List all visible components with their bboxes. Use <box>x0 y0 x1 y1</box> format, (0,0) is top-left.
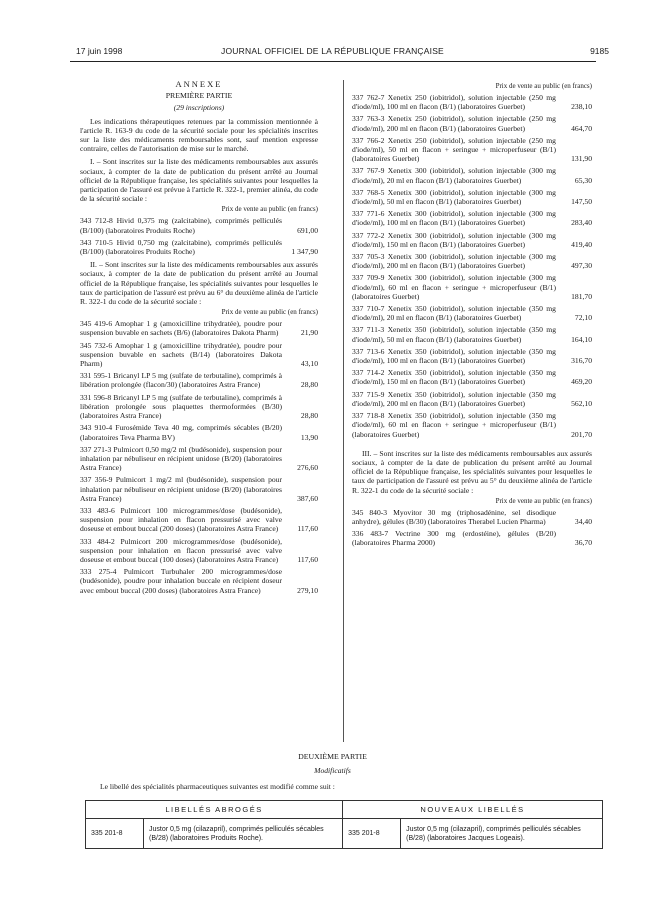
entry-price: 72,10 <box>574 313 592 323</box>
entry-code: 337 763-3 <box>352 114 385 124</box>
price-column-header-3: Prix de vente au public (en francs) <box>495 496 592 505</box>
entry-label: Pulmicort 200 microgrammes/dose (budésonide), suspension pour inhalation en flacon pressurisé avec valve doseuse et embout buccal (100 doses) (laboratoires Astra France) <box>80 536 282 564</box>
entry-price: 147,50 <box>571 197 592 207</box>
list-item <box>80 371 318 389</box>
entry-code: 345 732-6 <box>80 340 113 350</box>
entry-price: 469,20 <box>571 377 592 387</box>
entry-price: 43,10 <box>300 359 318 369</box>
entry-code: 333 483-6 <box>80 505 115 515</box>
list-item <box>352 114 592 132</box>
entry-code: 337 771-6 <box>352 209 385 219</box>
new-code: 335 201-8 <box>343 819 401 849</box>
entry-code: 337 710-7 <box>352 304 385 314</box>
entry-label: Amophar 1 g (amoxicilline trihydratée), poudre pour suspension buvable en sachets (B/6) (laboratoires Dakota Pharm) <box>80 319 282 338</box>
page-header <box>0 46 665 60</box>
entry-label: Xenetix 300 (iobitridol), solution injectable (300 mg d'iode/ml), 150 ml en flacon (B/1) (laboratoires Guerbet) <box>352 230 556 249</box>
list-item <box>352 273 592 301</box>
old-label: Justor 0,5 mg (cilazapril), comprimés pelliculés sécables (B/28) (laboratoires Produits Roche). <box>144 819 343 849</box>
entry-label: Xenetix 300 (iobitridol), solution injectable (300 mg d'iode/ml), 60 ml en flacon + seringue + microperfuseur (B/1) (laboratoires Guerbet) <box>352 273 556 301</box>
entry-price: 65,30 <box>574 175 592 185</box>
entry-code: 337 762-7 <box>352 93 385 102</box>
entry-code: 337 715-9 <box>352 389 385 399</box>
entry-code: 333 484-2 <box>80 536 115 546</box>
list-item <box>352 209 592 227</box>
entry-code: 337 766-2 <box>352 135 385 145</box>
list-item <box>352 529 592 547</box>
entry-code: 337 772-2 <box>352 230 385 240</box>
entry-code: 345 419-6 <box>80 319 113 329</box>
entry-price: 28,80 <box>300 380 318 390</box>
entry-label: Myovitor 30 mg (triphosadénine, sel disodique anhydre), gélules (B/30) (laboratoires Therabel Lucien Pharma) <box>352 507 556 526</box>
entry-label: Xenetix 350 (iobitridol), solution injectable (350 mg d'iode/ml), 50 ml en flacon (B/1) (laboratoires Guerbet) <box>352 325 556 344</box>
entry-price: 21,90 <box>300 328 318 338</box>
entry-code: 343 712-8 <box>80 216 113 226</box>
entry-label: Xenetix 300 (iobitridol), solution injectable (300 mg d'iode/ml), 200 ml en flacon (B/1) (laboratoires Guerbet) <box>352 252 556 271</box>
list-item <box>352 93 592 111</box>
old-code: 335 201-8 <box>86 819 144 849</box>
entry-price: 316,70 <box>571 356 592 366</box>
entry-code: 331 596-8 <box>80 392 112 402</box>
entry-code: 337 718-8 <box>352 411 385 421</box>
entry-price: 201,70 <box>571 429 592 439</box>
entry-label: Xenetix 300 (iobitridol), solution injectable (300 mg d'iode/ml), 20 ml en flacon (B/1) (laboratoires Guerbet) <box>352 166 556 185</box>
list-item <box>352 325 592 343</box>
entry-code: 337 356-9 <box>80 475 113 485</box>
list-item <box>352 231 592 249</box>
column-header-old: LIBELLÉS ABROGÉS <box>86 801 343 819</box>
list-item <box>80 393 318 421</box>
entry-label: Xenetix 350 (iobitridol), solution injectable (350 mg d'iode/ml), 60 ml en flacon + seringue + microperfuseur (B/1) (laboratoires Guerbet) <box>352 411 556 439</box>
list-item <box>352 508 592 526</box>
price-column-header: Prix de vente au public (en francs) <box>221 205 318 214</box>
list-item <box>80 423 318 441</box>
list-item <box>352 188 592 206</box>
list-item <box>352 166 592 184</box>
list-item <box>80 238 318 256</box>
entry-price: 117,60 <box>297 554 318 564</box>
entry-label: Vectrine 300 mg (erdostéine), gélules (B/20) (laboratoires Pharma 2000) <box>352 529 556 548</box>
entry-price: 464,70 <box>571 123 592 133</box>
list-item <box>80 216 318 234</box>
entry-price: 28,80 <box>300 411 318 421</box>
header-rule <box>70 61 596 62</box>
left-column <box>80 80 318 595</box>
column-divider <box>343 80 344 742</box>
section-3-list <box>352 508 592 548</box>
entry-code: 337 714-2 <box>352 368 385 378</box>
section-1-paragraph: I. – Sont inscrites sur la liste des médicaments remboursables aux assurés sociaux, à compter de la date de publication du présent arrêté au Journal officiel de la République française, les spécialités suivantes pour lesquelles la participation de l'assuré est prévue à l'article R. 322-1, premier alinéa, du code de la sécurité sociale : <box>80 157 318 204</box>
xenetix-list <box>352 93 592 439</box>
list-item <box>80 506 318 534</box>
right-column <box>352 80 592 548</box>
entry-code: 336 483-7 <box>352 529 389 539</box>
entry-label: Xenetix 300 (iobitridol), solution injectable (300 mg d'iode/ml), 100 ml en flacon (B/1) (laboratoires Guerbet) <box>352 209 556 228</box>
entry-price: 36,70 <box>574 538 592 548</box>
intro-paragraph: Les indications thérapeutiques retenues par la commission mentionnée à l'article R. 163-9 du code de la sécurité sociale pour les spécialités inscrites sur la liste des médicaments remboursables sont, sauf mention expresse contraire, celles de l'autorisation de mise sur le marché. <box>80 116 318 154</box>
entry-label: Pulmicort Turbuhaler 200 microgrammes/dose (budésonide), poudre pour inhalation buccale en récipient doseur avec embout buccal (200 doses) (laboratoires Astra France) <box>80 567 282 595</box>
list-item <box>352 304 592 322</box>
price-column-header-2: Prix de vente au public (en francs) <box>221 308 318 317</box>
inscriptions-count: (29 inscriptions) <box>173 103 225 113</box>
section-2-paragraph: II. – Sont inscrites sur la liste des médicaments remboursables aux assurés sociaux, à compter de la date de publication du présent arrêté au Journal officiel de la République française, les spécialités suivantes pour lesquelles le taux de participation de l'assuré est prévu au 6° du deuxième alinéa de l'article R. 322-1 du code de la sécurité sociale : <box>80 260 318 307</box>
entry-label: Xenetix 250 (iobitridol), solution injectable (250 mg d'iode/ml), 100 ml en flacon (B/1) (laboratoires Guerbet) <box>352 93 556 112</box>
modifications-table <box>85 800 603 849</box>
entry-label: Hivid 0,375 mg (zalcitabine), comprimés pelliculés (B/100) (laboratoires Produits Roche) <box>80 216 282 235</box>
entry-label: Pulmicort 1 mg/2 ml (budésonide), suspension pour inhalation par nébuliseur en récipient unidose (B/20) (laboratoires Astra France) <box>80 475 282 503</box>
entry-label: Xenetix 350 (iobitridol), solution injectable (350 mg d'iode/ml), 200 ml en flacon (B/1) (laboratoires Guerbet) <box>352 389 556 408</box>
entry-price: 1 347,90 <box>291 247 318 257</box>
entry-label: Xenetix 300 (iobitridol), solution injectable (300 mg d'iode/ml), 50 ml en flacon (B/1) (laboratoires Guerbet) <box>352 187 556 207</box>
section-2-list <box>80 319 318 594</box>
annexe-heading: ANNEXE <box>175 79 223 89</box>
entry-price: 279,10 <box>297 585 318 595</box>
entry-label: Xenetix 350 (iobitridol), solution injectable (350 mg d'iode/ml), 20 ml en flacon (B/1) (laboratoires Guerbet) <box>352 304 556 323</box>
entry-price: 131,90 <box>571 154 592 164</box>
entry-label: Furosémide Teva 40 mg, comprimés sécables (B/20) (laboratoires Teva Pharma BV) <box>80 423 282 442</box>
entry-code: 337 709-9 <box>352 273 385 283</box>
part2-intro: Le libellé des spécialités pharmaceutiques suivantes est modifié comme suit : <box>100 782 335 791</box>
entry-price: 238,10 <box>571 102 592 112</box>
entry-price: 181,70 <box>571 291 592 301</box>
entry-code: 345 840-3 <box>352 507 388 517</box>
entry-label: Xenetix 250 (iobitridol), solution injectable (250 mg d'iode/ml), 50 ml en flacon + seringue + microperfuseur (B/1) (laboratoires Guerbet) <box>352 135 556 164</box>
list-item <box>352 390 592 408</box>
section-1-list <box>80 216 318 256</box>
list-item <box>352 368 592 386</box>
section-3-paragraph: III. – Sont inscrites sur la liste des médicaments remboursables aux assurés sociaux, à compter de la date de publication du présent arrêté au Journal officiel de la République française, les spécialités suivantes pour lesquelles le taux de participation de l'assuré est prévu au 5° du deuxième alinéa de l'article R. 322-1 du code de la sécurité sociale : <box>352 448 592 495</box>
entry-label: Bricanyl LP 5 mg (sulfate de terbutaline), comprimés à libération prolongée sous plaquettes thermoformées (B/30) (laboratoires Astra France) <box>80 392 282 421</box>
entry-code: 337 711-3 <box>352 325 385 335</box>
list-item <box>80 475 318 503</box>
entry-code: 337 271-3 <box>80 444 112 454</box>
entry-price: 276,60 <box>297 463 318 473</box>
entry-price: 562,10 <box>571 398 592 408</box>
list-item <box>352 252 592 270</box>
entry-price: 117,60 <box>297 524 318 534</box>
column-header-new: NOUVEAUX LIBELLÉS <box>343 801 603 819</box>
entry-code: 337 713-6 <box>352 346 385 356</box>
part1-heading: PREMIÈRE PARTIE <box>165 91 233 101</box>
entry-label: Pulmicort 0,50 mg/2 ml (budésonide), suspension pour inhalation par nébuliseur en récipient unidose (B/20) (laboratoires Astra France) <box>80 444 282 473</box>
entry-price: 13,90 <box>300 432 318 442</box>
new-label: Justor 0,5 mg (cilazapril), comprimés pelliculés sécables (B/28) (laboratoires Jacques Logeais). <box>401 819 603 849</box>
list-item <box>80 537 318 565</box>
entry-price: 419,40 <box>571 239 592 249</box>
part2-heading: DEUXIÈME PARTIE <box>298 752 367 761</box>
entry-label: Xenetix 350 (iobitridol), solution injectable (350 mg d'iode/ml), 150 ml en flacon (B/1) (laboratoires Guerbet) <box>352 368 556 387</box>
list-item <box>352 136 592 164</box>
entry-code: 337 767-9 <box>352 166 385 176</box>
entry-code: 331 595-1 <box>80 371 112 381</box>
entry-code: 337 705-3 <box>352 252 385 262</box>
entry-code: 343 710-5 <box>80 237 113 247</box>
entry-price: 164,10 <box>571 334 592 344</box>
list-item <box>80 341 318 369</box>
entry-price: 283,40 <box>571 218 592 228</box>
entry-label: Bricanyl LP 5 mg (sulfate de terbutaline), comprimés à libération prolongée (flacon/30) (laboratoires Astra France) <box>80 371 282 390</box>
price-column-header-right: Prix de vente au public (en francs) <box>495 82 592 90</box>
header-title: JOURNAL OFFICIEL DE LA RÉPUBLIQUE FRANÇAISE <box>221 46 444 56</box>
list-item <box>352 411 592 439</box>
part2-subtitle: Modificatifs <box>314 766 351 775</box>
entry-code: 333 275-4 <box>80 567 117 577</box>
entry-code: 343 910-4 <box>80 423 113 433</box>
entry-price: 34,40 <box>574 516 592 526</box>
entry-code: 337 768-5 <box>352 187 385 197</box>
list-item <box>80 319 318 337</box>
entry-label: Xenetix 250 (iobitridol), solution injectable (250 mg d'iode/ml), 200 ml en flacon (B/1) (laboratoires Guerbet) <box>352 114 556 133</box>
header-page-number: 9185 <box>590 46 609 56</box>
table-row <box>86 819 603 849</box>
entry-label: Xenetix 350 (iobitridol), solution injectable (350 mg d'iode/ml), 100 ml en flacon (B/1) (laboratoires Guerbet) <box>352 346 556 366</box>
list-item <box>352 347 592 365</box>
entry-price: 387,60 <box>297 493 318 503</box>
list-item <box>80 445 318 473</box>
entry-label: Hivid 0,750 mg (zalcitabine), comprimés pelliculés (B/100) (laboratoires Produits Roche) <box>80 237 282 257</box>
entry-price: 497,30 <box>571 261 592 271</box>
entry-label: Amophar 1 g (amoxicilline trihydratée), poudre pour suspension buvable en sachets (B/14) (laboratoires Dakota Pharm) <box>80 340 282 369</box>
list-item <box>80 567 318 595</box>
header-date: 17 juin 1998 <box>76 46 123 56</box>
entry-price: 691,00 <box>297 225 318 235</box>
entry-label: Pulmicort 100 microgrammes/dose (budésonide), suspension pour inhalation en flacon pressurisé avec valve doseuse et embout buccal (200 doses) (laboratoires Astra France) <box>80 505 282 534</box>
